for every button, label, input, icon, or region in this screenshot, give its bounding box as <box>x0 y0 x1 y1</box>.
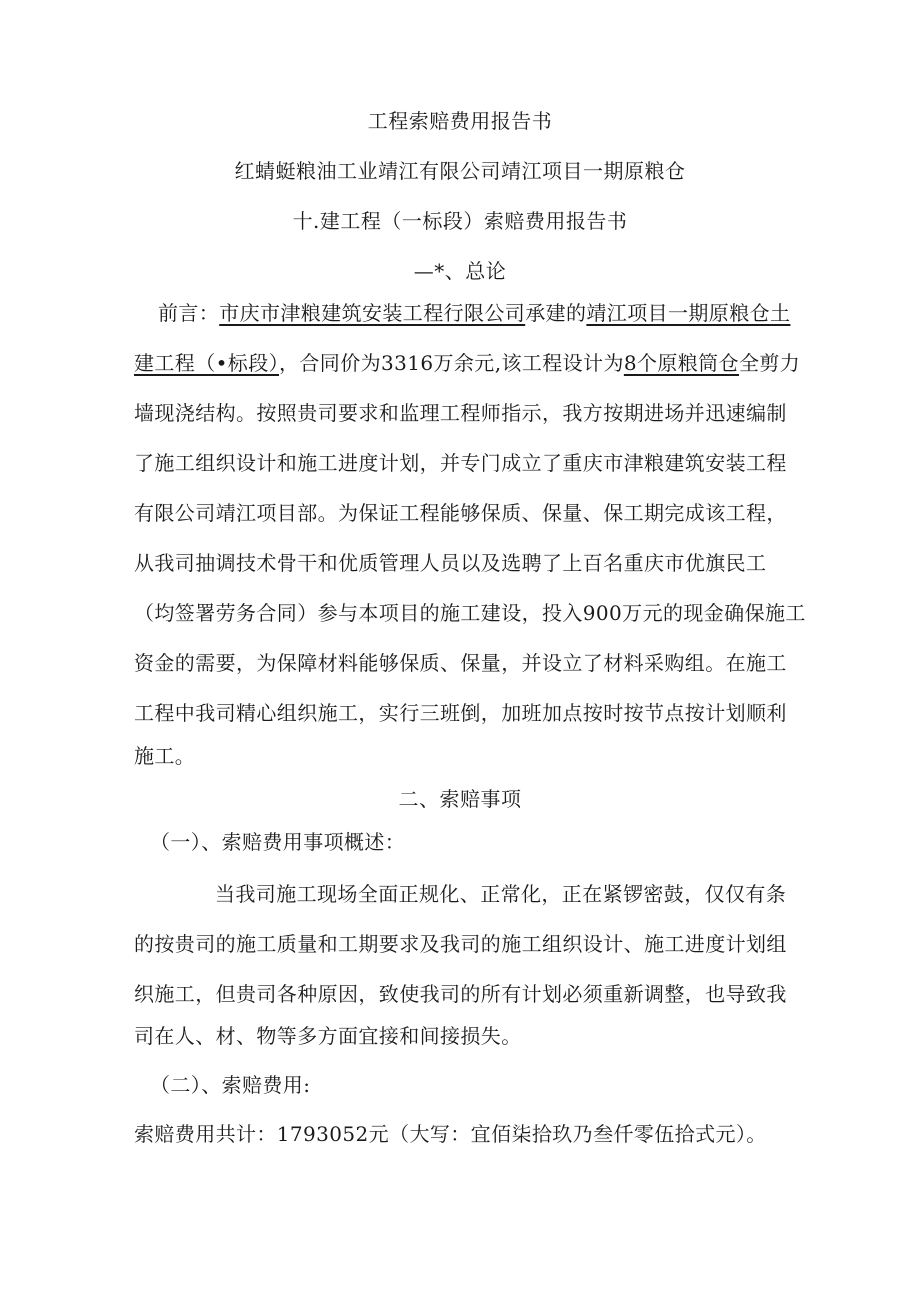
preface-line: 有限公司靖江项目部。为保证工程能够保质、保量、保工期完成该工程， <box>134 501 787 525</box>
report-subtitle: 十.建工程（一标段）索赔费用报告书 <box>292 209 628 233</box>
contractor-name: 市庆市津粮建筑安装工程行限公司 <box>219 301 526 325</box>
preface-line: 了施工组织设计和施工进度计划，并专门成立了重庆市津粮建筑安装工程 <box>134 451 787 475</box>
preface-line: 从我司抽调技术骨干和优质管理人员以及选聘了上百名重庆市优旗民工 <box>134 551 767 575</box>
preface-line: 墙现浇结构。按照贵司要求和监理工程师指示，我方按期进场并迅速编制 <box>134 401 787 425</box>
text-run: ，合同价为3316万余元,该工程设计为 <box>279 351 624 375</box>
section-heading-claims: 二、索赔事项 <box>398 787 522 811</box>
preface-line <box>134 349 800 377</box>
project-name: 靖江项目一期原粮仓土 <box>586 301 791 325</box>
subsection-heading-overview: （一）、索赔费用事项概述： <box>150 830 406 854</box>
text-run: 承建的 <box>525 301 587 325</box>
overview-line: 的按贵司的施工质量和工期要求及我司的施工组织设计、施工进度计划组 <box>134 932 787 956</box>
report-title: 工程索赔费用报告书 <box>367 109 553 133</box>
preface-line: 施工。 <box>134 744 196 768</box>
section-heading-general: —*、总论 <box>413 259 507 283</box>
overview-line: 当我司施工现场全面正规化、正常化，正在紧锣密鼓，仅仅有条 <box>215 882 787 906</box>
preface-line <box>158 299 790 327</box>
preface-label: 前言： <box>158 301 220 325</box>
preface-line: （均签署劳务合同）参与本项目的施工建设，投入900万元的现金确保施工 <box>134 601 806 625</box>
preface-line: 资金的需要，为保障材料能够保质、保量，并设立了材料采购组。在施工 <box>134 651 787 675</box>
claim-total: 索赔费用共计：1793052元（大写：宜佰柒拾玖乃叁仟零伍拾式元）。 <box>134 1122 767 1146</box>
subsection-heading-cost: （二）、索赔费用: <box>150 1073 311 1097</box>
overview-line: 司在人、材、物等多方面宜接和间接损失。 <box>134 1024 522 1048</box>
project-title: 红蜻蜓粮油工业靖江有限公司靖江项目一期原粮仓 <box>234 159 686 183</box>
project-section: 建工程（•标段） <box>134 351 279 375</box>
silo-count: 8个原粮筒仓 <box>623 351 739 375</box>
text-run: 全剪力 <box>738 351 801 375</box>
preface-line: 工程中我司精心组织施工，实行三班倒，加班加点按时按节点按计划顺利 <box>134 701 787 725</box>
overview-line: 织施工，但贵司各种原因，致使我司的所有计划必须重新调整，也导致我 <box>134 982 787 1006</box>
